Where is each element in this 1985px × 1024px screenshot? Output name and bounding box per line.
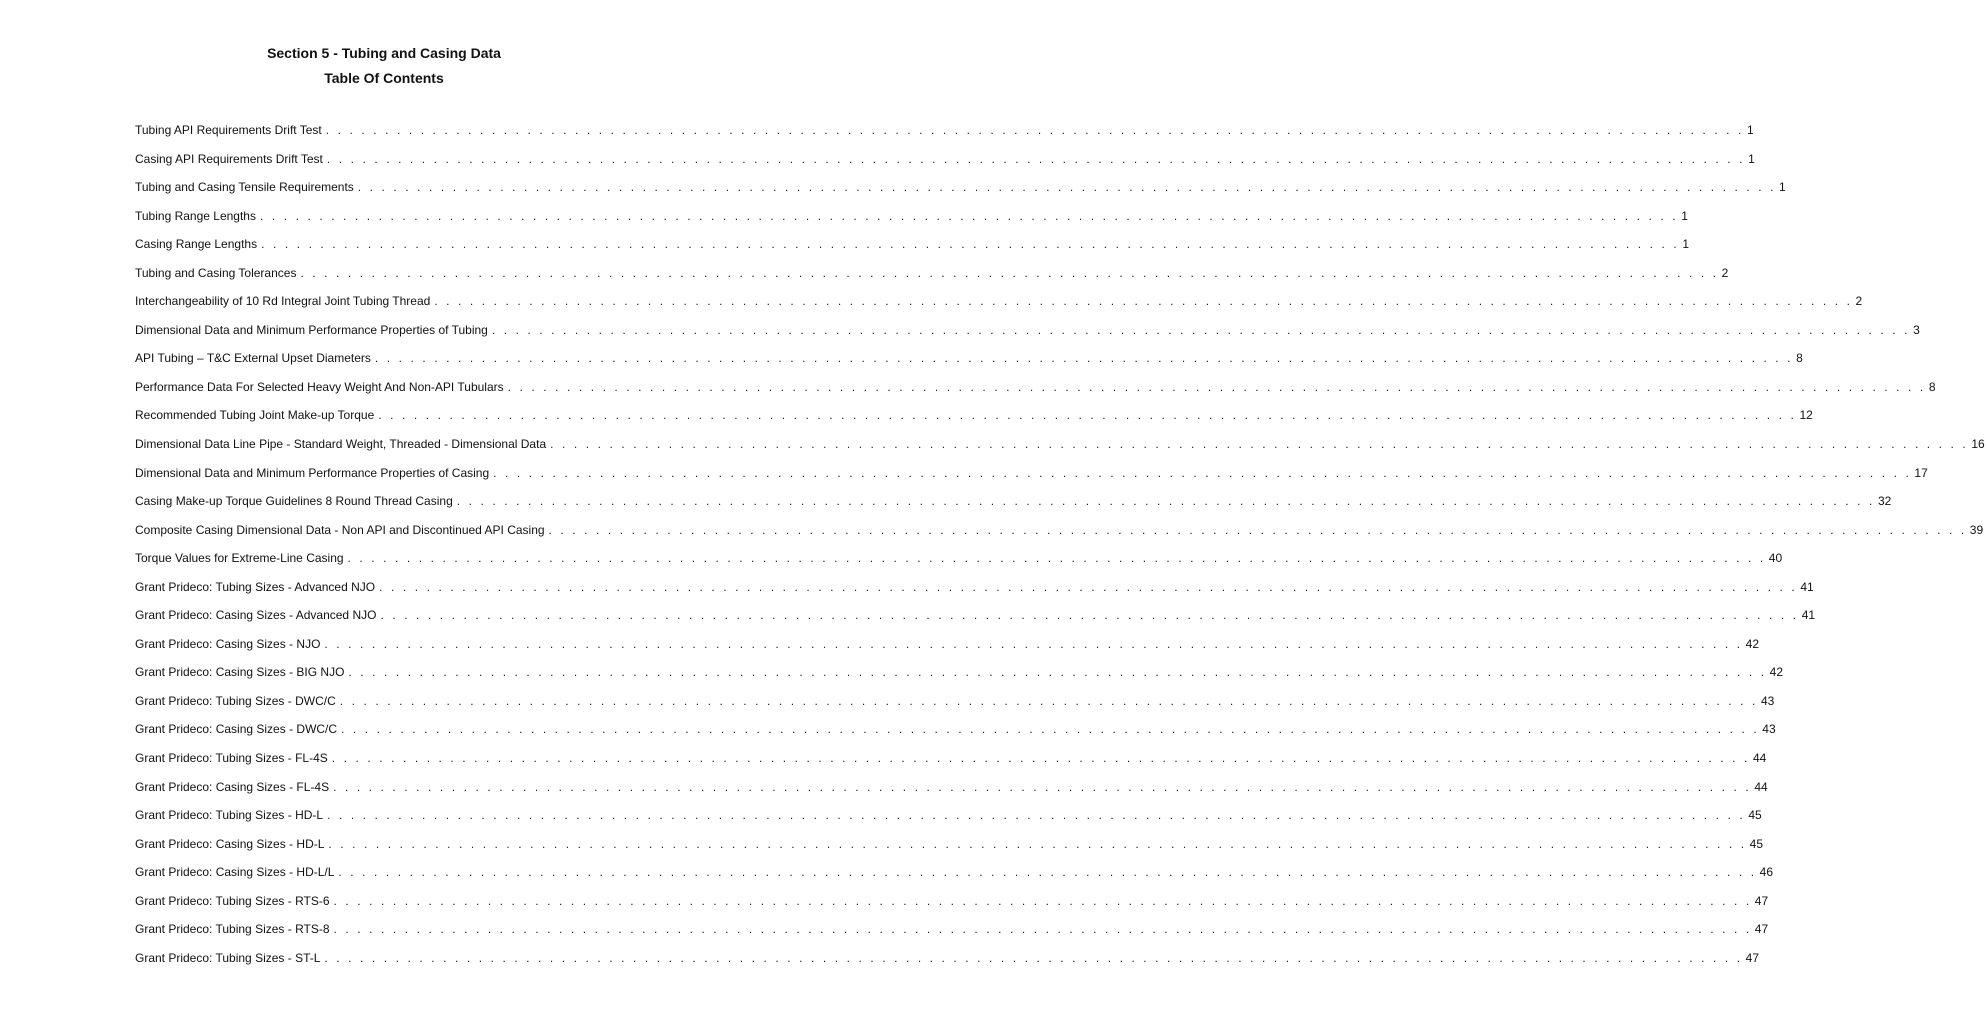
toc-entry-title: Torque Values for Extreme-Line Casing (135, 551, 344, 566)
toc-entry-page-number: 39 (1969, 522, 1984, 537)
toc-entry-title: Dimensional Data and Minimum Performance Properties of Casing (135, 465, 490, 480)
toc-title: Table Of Contents (324, 70, 444, 86)
toc-entry-page-number: 8 (1796, 351, 1803, 366)
dot-leader: . . . . . . . . . . . . . . . . . . . . . . . . . . . . . . . . . . . . . . . . . . . . . . . . . . . . . . . . . . . . . . . . . . . . . . . . . . . . . . . . . . . . . . . . . . . . . . . . . . . . . . . . . . . . . . . . . . . . . . . . (348, 665, 1767, 680)
toc-entry[interactable] (135, 151, 1755, 181)
toc-entry-page-number: 45 (1749, 836, 1763, 851)
toc-entry-title: Grant Prideco: Tubing Sizes - RTS-6 (135, 893, 330, 908)
dot-leader: . . . . . . . . . . . . . . . . . . . . . . . . . . . . . . . . . . . . . . . . . . . . . . . . . . . . . . . . . . . . . . . . . . . . . . . . . . . . . . . . . . . . . . . . . . . . . . . . . . . . . . . . . . . . . . . . . . . . . . . . (434, 294, 1853, 309)
toc-entry-page-number: 1 (1748, 151, 1755, 166)
dot-leader: . . . . . . . . . . . . . . . . . . . . . . . . . . . . . . . . . . . . . . . . . . . . . . . . . . . . . . . . . . . . . . . . . . . . . . . . . . . . . . . . . . . . . . . . . . . . . . . . . . . . . . . . . . . . . . . . . . . . . . . . (374, 351, 1794, 366)
toc-entry-title: Grant Prideco: Casing Sizes - Advanced NJO (135, 608, 377, 623)
toc-entry[interactable] (135, 322, 1920, 352)
toc-entry-page-number: 32 (1877, 494, 1892, 509)
toc-entry-page-number: 42 (1745, 636, 1759, 651)
toc-entry[interactable] (135, 608, 1816, 637)
dot-leader: . . . . . . . . . . . . . . . . . . . . . . . . . . . . . . . . . . . . . . . . . . . . . . . . . . . . . . . . . . . . . . . . . . . . . . . . . . . . . . . . . . . . . . . . . . . . . . . . . . . . . . . . . . . . . . . . . . . . . . . . (327, 808, 1746, 823)
toc-entry-title: Grant Prideco: Tubing Sizes - RTS-8 (135, 922, 330, 937)
dot-leader: . . . . . . . . . . . . . . . . . . . . . . . . . . . . . . . . . . . . . . . . . . . . . . . . . . . . . . . . . . . . . . . . . . . . . . . . . . . . . . . . . . . . . . . . . . . . . . . . . . . . . . . . . . . . . . . . . . . . . . . . (491, 322, 1911, 337)
toc-entry-page-number: 41 (1801, 608, 1816, 623)
dot-leader: . . . . . . . . . . . . . . . . . . . . . . . . . . . . . . . . . . . . . . . . . . . . . . . . . . . . . . . . . . . . . . . . . . . . . . . . . . . . . . . . . . . . . . . . . . . . . . . . . . . . . . . . . . . . . . . . . . . . . . . . (325, 123, 1744, 137)
toc-entry[interactable] (135, 351, 1803, 380)
dot-leader: . . . . . . . . . . . . . . . . . . . . . . . . . . . . . . . . . . . . . . . . . . . . . . . . . . . . . . . . . . . . . . . . . . . . . . . . . . . . . . . . . . . . . . . . . . . . . . . . . . . . . . . . . . . . . . . . . . . . . . . . (300, 265, 1719, 280)
toc-entry-page-number: 16 (1971, 437, 1985, 452)
toc-entry-page-number: 47 (1754, 922, 1769, 937)
toc-entry-page-number: 1 (1682, 237, 1690, 252)
toc-entry[interactable] (135, 379, 1936, 409)
dot-leader: . . . . . . . . . . . . . . . . . . . . . . . . . . . . . . . . . . . . . . . . . . . . . . . . . . . . . . . . . . . . . . . . . . . . . . . . . . . . . . . . . . . . . . . . . . . . . . . . . . . . . . . . . . . . . . . . . . . . . . . . (493, 465, 1912, 480)
toc-entry[interactable] (135, 294, 1863, 323)
toc-entry[interactable] (135, 551, 1783, 580)
dot-leader: . . . . . . . . . . . . . . . . . . . . . . . . . . . . . . . . . . . . . . . . . . . . . . . . . . . . . . . . . . . . . . . . . . . . . . . . . . . . . . . . . . . . . . . . . . . . . . . . . . . . . . . . . . . . . . . . . . . . . . . . (379, 579, 1798, 594)
toc-entry-page-number: 17 (1914, 465, 1928, 480)
dot-leader: . . . . . . . . . . . . . . . . . . . . . . . . . . . . . . . . . . . . . . . . . . . . . . . . . . . . . . . . . . . . . . . . . . . . . . . . . . . . . . . . . . . . . . . . . . . . . . . . . . . . . . . . . . . . . . . . . . . . . . . . (339, 693, 1758, 708)
toc-entry-title: Grant Prideco: Casing Sizes - NJO (135, 636, 321, 651)
toc-entry[interactable] (135, 123, 1754, 152)
toc-entry-title: Grant Prideco: Casing Sizes - FL-4S (135, 779, 330, 794)
toc-entry[interactable] (135, 437, 1985, 466)
toc-entry[interactable] (135, 722, 1776, 751)
toc-entry-page-number: 2 (1721, 265, 1729, 280)
toc-entry-page-number: 47 (1754, 893, 1769, 908)
toc-entry-title: Grant Prideco: Casing Sizes - DWC/C (135, 722, 338, 737)
toc-entry[interactable] (135, 636, 1759, 666)
toc-entry-page-number: 1 (1681, 208, 1688, 223)
toc-entry-page-number: 43 (1762, 722, 1776, 737)
toc-entry[interactable] (135, 208, 1688, 238)
toc-entry-page-number: 42 (1769, 665, 1783, 680)
dot-leader: . . . . . . . . . . . . . . . . . . . . . . . . . . . . . . . . . . . . . . . . . . . . . . . . . . . . . . . . . . . . . . . . . . . . . . . . . . . . . . . . . . . . . . . . . . . . . . . . . . . . . . . . . . . . . . . . . . . . . . . . (333, 779, 1752, 794)
toc-entry-page-number: 12 (1799, 408, 1813, 423)
dot-leader: . . . . . . . . . . . . . . . . . . . . . . . . . . . . . . . . . . . . . . . . . . . . . . . . . . . . . . . . . . . . . . . . . . . . . . . . . . . . . . . . . . . . . . . . . . . . . . . . . . . . . . . . . . . . . . . . . . . . . . . . (328, 836, 1747, 851)
dot-leader: . . . . . . . . . . . . . . . . . . . . . . . . . . . . . . . . . . . . . . . . . . . . . . . . . . . . . . . . . . . . . . . . . . . . . . . . . . . . . . . . . . . . . . . . . . . . . . . . . . . . . . . . . . . . . . . . . . . . . . . . (261, 237, 1680, 252)
toc-entry[interactable] (135, 779, 1768, 809)
toc-entry-title: Interchangeability of 10 Rd Integral Joint Tubing Thread (135, 294, 431, 309)
dot-leader: . . . . . . . . . . . . . . . . . . . . . . . . . . . . . . . . . . . . . . . . . . . . . . . . . . . . . . . . . . . . . . . . . . . . . . . . . . . . . . . . . . . . . . . . . . . . . . . . . . . . . . . . . . . . . . . . . . . . . . . . (456, 494, 1875, 509)
toc-entry[interactable] (135, 893, 1769, 923)
toc-entry-page-number: 2 (1855, 294, 1863, 309)
dot-leader: . . . . . . . . . . . . . . . . . . . . . . . . . . . . . . . . . . . . . . . . . . . . . . . . . . . . . . . . . . . . . . . . . . . . . . . . . . . . . . . . . . . . . . . . . . . . . . . . . . . . . . . . . . . . . . . . . . . . . . . . (548, 522, 1967, 537)
toc-entry-title: Grant Prideco: Tubing Sizes - DWC/C (135, 693, 336, 708)
toc-entry[interactable] (135, 693, 1775, 723)
toc-entry-title: Grant Prideco: Tubing Sizes - FL-4S (135, 751, 328, 766)
toc-entry-title: Tubing and Casing Tensile Requirements (135, 180, 354, 195)
toc-entry-page-number: 8 (1928, 379, 1936, 394)
toc-entry[interactable] (135, 180, 1786, 209)
toc-entry-title: Tubing API Requirements Drift Test (135, 123, 322, 137)
toc-entry-title: Performance Data For Selected Heavy Weight And Non-API Tubulars (135, 379, 504, 394)
toc-entry-title: Dimensional Data and Minimum Performance Properties of Tubing (135, 322, 488, 337)
toc-entry-title: Composite Casing Dimensional Data - Non API and Discontinued API Casing (135, 522, 545, 537)
dot-leader: . . . . . . . . . . . . . . . . . . . . . . . . . . . . . . . . . . . . . . . . . . . . . . . . . . . . . . . . . . . . . . . . . . . . . . . . . . . . . . . . . . . . . . . . . . . . . . . . . . . . . . . . . . . . . . . . . . . . . . . . (378, 408, 1797, 423)
toc-entry-page-number: 44 (1754, 779, 1768, 794)
section-title: Section 5 - Tubing and Casing Data (267, 45, 501, 61)
dot-leader: . . . . . . . . . . . . . . . . . . . . . . . . . . . . . . . . . . . . . . . . . . . . . . . . . . . . . . . . . . . . . . . . . . . . . . . . . . . . . . . . . . . . . . . . . . . . . . . . . . . . . . . . . . . . . . . . . . . . . . . . (357, 180, 1777, 195)
toc-entry[interactable] (135, 522, 1984, 552)
toc-entry-title: Dimensional Data Line Pipe - Standard Weight, Threaded - Dimensional Data (135, 437, 547, 452)
toc-entry[interactable] (135, 265, 1729, 295)
toc-entry[interactable] (135, 808, 1762, 837)
toc-entry-page-number: 47 (1745, 950, 1760, 965)
dot-leader: . . . . . . . . . . . . . . . . . . . . . . . . . . . . . . . . . . . . . . . . . . . . . . . . . . . . . . . . . . . . . . . . . . . . . . . . . . . . . . . . . . . . . . . . . . . . . . . . . . . . . . . . . . . . . . . . . . . . . . . . (333, 922, 1752, 937)
toc-entry-title: Casing API Requirements Drift Test (135, 151, 323, 166)
dot-leader: . . . . . . . . . . . . . . . . . . . . . . . . . . . . . . . . . . . . . . . . . . . . . . . . . . . . . . . . . . . . . . . . . . . . . . . . . . . . . . . . . . . . . . . . . . . . . . . . . . . . . . . . . . . . . . . . . . . . . . . . (324, 950, 1743, 965)
dot-leader: . . . . . . . . . . . . . . . . . . . . . . . . . . . . . . . . . . . . . . . . . . . . . . . . . . . . . . . . . . . . . . . . . . . . . . . . . . . . . . . . . . . . . . . . . . . . . . . . . . . . . . . . . . . . . . . . . . . . . . . . (331, 751, 1750, 766)
toc-entry-page-number: 41 (1800, 579, 1814, 594)
toc-entry-title: Casing Range Lengths (135, 237, 258, 252)
toc-entry[interactable] (135, 408, 1813, 437)
toc-entry[interactable] (135, 836, 1763, 866)
toc-entry[interactable] (135, 494, 1892, 523)
toc-entry-title: Grant Prideco: Casing Sizes - HD-L (135, 836, 325, 851)
toc-entry-title: Recommended Tubing Joint Make-up Torque (135, 408, 375, 423)
toc-entry-title: Grant Prideco: Tubing Sizes - ST-L (135, 950, 321, 965)
dot-leader: . . . . . . . . . . . . . . . . . . . . . . . . . . . . . . . . . . . . . . . . . . . . . . . . . . . . . . . . . . . . . . . . . . . . . . . . . . . . . . . . . . . . . . . . . . . . . . . . . . . . . . . . . . . . . . . . . . . . . . . . (259, 208, 1679, 223)
dot-leader: . . . . . . . . . . . . . . . . . . . . . . . . . . . . . . . . . . . . . . . . . . . . . . . . . . . . . . . . . . . . . . . . . . . . . . . . . . . . . . . . . . . . . . . . . . . . . . . . . . . . . . . . . . . . . . . . . . . . . . . . (550, 437, 1969, 452)
dot-leader: . . . . . . . . . . . . . . . . . . . . . . . . . . . . . . . . . . . . . . . . . . . . . . . . . . . . . . . . . . . . . . . . . . . . . . . . . . . . . . . . . . . . . . . . . . . . . . . . . . . . . . . . . . . . . . . . . . . . . . . . (326, 151, 1746, 166)
dot-leader: . . . . . . . . . . . . . . . . . . . . . . . . . . . . . . . . . . . . . . . . . . . . . . . . . . . . . . . . . . . . . . . . . . . . . . . . . . . . . . . . . . . . . . . . . . . . . . . . . . . . . . . . . . . . . . . . . . . . . . . . (324, 636, 1743, 651)
toc-entry[interactable] (135, 579, 1814, 609)
dot-leader: . . . . . . . . . . . . . . . . . . . . . . . . . . . . . . . . . . . . . . . . . . . . . . . . . . . . . . . . . . . . . . . . . . . . . . . . . . . . . . . . . . . . . . . . . . . . . . . . . . . . . . . . . . . . . . . . . . . . . . . . (347, 551, 1766, 566)
toc-entry-title: Grant Prideco: Tubing Sizes - Advanced NJO (135, 579, 376, 594)
toc-entry-page-number: 46 (1759, 865, 1773, 880)
dot-leader: . . . . . . . . . . . . . . . . . . . . . . . . . . . . . . . . . . . . . . . . . . . . . . . . . . . . . . . . . . . . . . . . . . . . . . . . . . . . . . . . . . . . . . . . . . . . . . . . . . . . . . . . . . . . . . . . . . . . . . . . (507, 379, 1926, 394)
dot-leader: . . . . . . . . . . . . . . . . . . . . . . . . . . . . . . . . . . . . . . . . . . . . . . . . . . . . . . . . . . . . . . . . . . . . . . . . . . . . . . . . . . . . . . . . . . . . . . . . . . . . . . . . . . . . . . . . . . . . . . . . (380, 608, 1799, 623)
toc-entry[interactable] (135, 465, 1928, 495)
toc-entry-page-number: 44 (1752, 751, 1767, 766)
toc-entry-title: Tubing Range Lengths (135, 208, 256, 223)
toc-entry-page-number: 40 (1768, 551, 1783, 566)
dot-leader: . . . . . . . . . . . . . . . . . . . . . . . . . . . . . . . . . . . . . . . . . . . . . . . . . . . . . . . . . . . . . . . . . . . . . . . . . . . . . . . . . . . . . . . . . . . . . . . . . . . . . . . . . . . . . . . . . . . . . . . . (338, 865, 1757, 880)
toc-entry-page-number: 45 (1748, 808, 1762, 823)
toc-entry[interactable] (135, 751, 1767, 780)
toc-entry[interactable] (135, 922, 1769, 951)
toc-entry[interactable] (135, 865, 1773, 894)
toc-entry[interactable] (135, 950, 1760, 980)
toc-entry-page-number: 43 (1760, 693, 1775, 708)
toc-entry-title: Grant Prideco: Casing Sizes - BIG NJO (135, 665, 345, 680)
toc-entry[interactable] (135, 237, 1690, 266)
toc-entry[interactable] (135, 665, 1783, 694)
toc-entry-page-number: 1 (1746, 123, 1754, 137)
toc-entry-title: Grant Prideco: Casing Sizes - HD-L/L (135, 865, 335, 880)
table-of-contents (135, 123, 1985, 979)
toc-entry-title: Tubing and Casing Tolerances (135, 265, 297, 280)
dot-leader: . . . . . . . . . . . . . . . . . . . . . . . . . . . . . . . . . . . . . . . . . . . . . . . . . . . . . . . . . . . . . . . . . . . . . . . . . . . . . . . . . . . . . . . . . . . . . . . . . . . . . . . . . . . . . . . . . . . . . . . . (341, 722, 1760, 737)
toc-entry-page-number: 1 (1779, 180, 1786, 195)
dot-leader: . . . . . . . . . . . . . . . . . . . . . . . . . . . . . . . . . . . . . . . . . . . . . . . . . . . . . . . . . . . . . . . . . . . . . . . . . . . . . . . . . . . . . . . . . . . . . . . . . . . . . . . . . . . . . . . . . . . . . . . . (333, 893, 1752, 908)
toc-entry-title: API Tubing – T&C External Upset Diameters (135, 351, 371, 366)
toc-entry-title: Grant Prideco: Tubing Sizes - HD-L (135, 808, 324, 823)
toc-entry-page-number: 3 (1913, 322, 1920, 337)
toc-entry-title: Casing Make-up Torque Guidelines 8 Round Thread Casing (135, 494, 453, 509)
